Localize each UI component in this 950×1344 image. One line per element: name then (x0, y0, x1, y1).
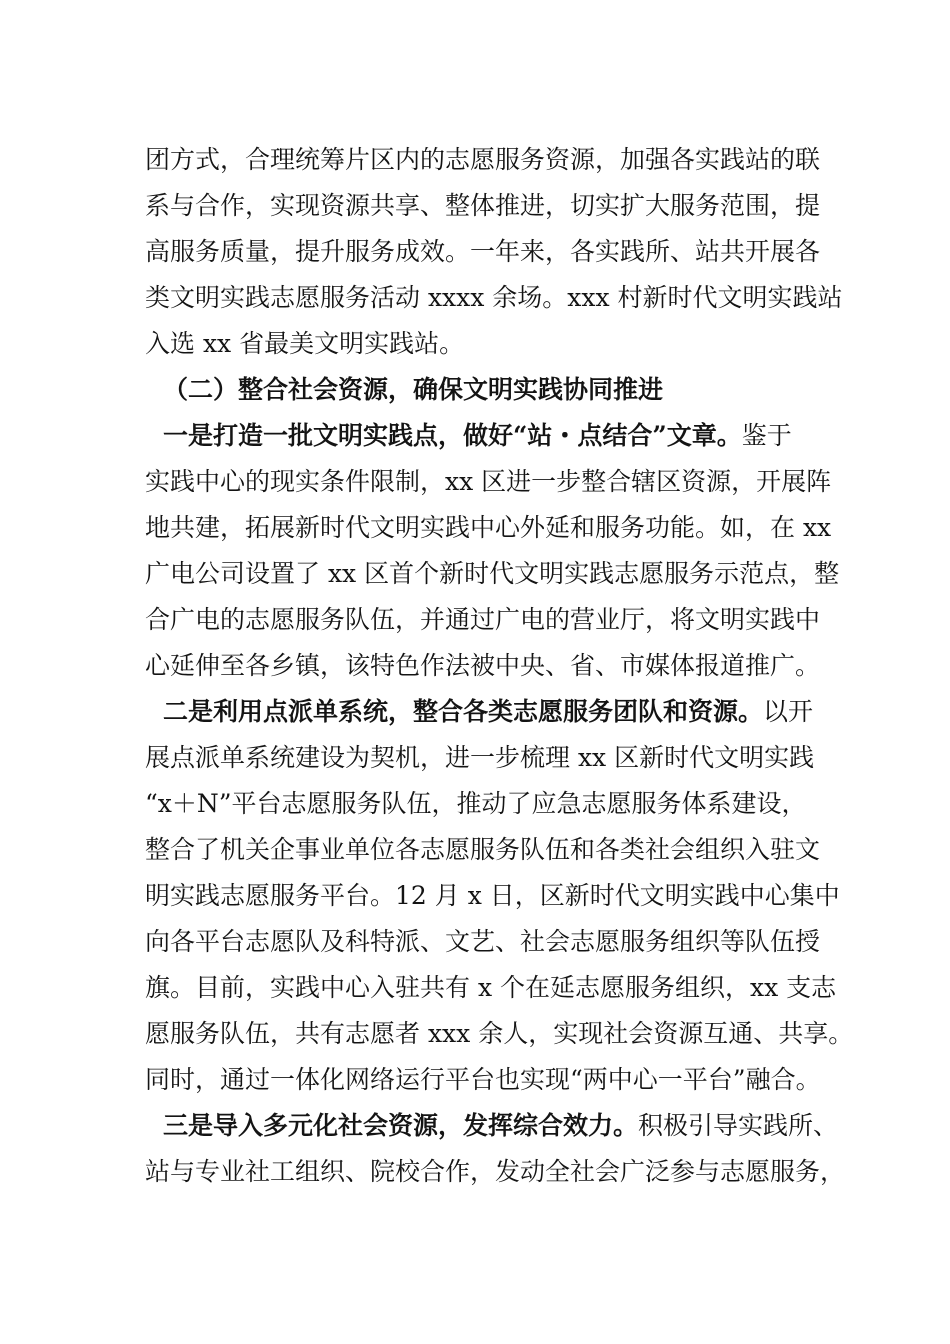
section-heading: （二）整合社会资源，确保文明实践协同推进 (163, 375, 664, 404)
paragraph-first-line-rest: 积极引导实践所、 (638, 1111, 839, 1140)
paragraph-line: 愿服务队伍，共有志愿者 xxx 余人，实现社会资源互通、共享。 (145, 1019, 854, 1048)
paragraph-line: 地共建，拓展新时代文明实践中心外延和服务功能。如，在 xx (145, 513, 832, 542)
paragraph-first-line-rest: 鉴于 (741, 421, 792, 450)
paragraph-lead: 三是导入多元化社会资源，发挥综合效力。 (163, 1111, 639, 1140)
paragraph-line: 旗。目前，实践中心入驻共有 x 个在延志愿服务组织，xx 支志 (145, 973, 837, 1002)
paragraph-first-line (145, 1103, 845, 1149)
paragraph-line: 系与合作，实现资源共享、整体推进，切实扩大服务范围，提 (145, 191, 821, 220)
paragraph-line: 向各平台志愿队及科特派、文艺、社会志愿服务组织等队伍授 (145, 927, 821, 956)
paragraph-line: “x＋N”平台志愿服务队伍，推动了应急志愿服务体系建设， (145, 789, 807, 818)
paragraph-lead: 一是打造一批文明实践点，做好“站・点结合”文章。 (163, 421, 742, 450)
paragraph-line: 合广电的志愿服务队伍，并通过广电的营业厅，将文明实践中 (145, 605, 821, 634)
paragraph-line: 展点派单系统建设为契机，进一步梳理 xx 区新时代文明实践 (145, 743, 815, 772)
paragraph-line: 站与专业社工组织、院校合作，发动全社会广泛参与志愿服务， (145, 1157, 846, 1186)
paragraph-line: 类文明实践志愿服务活动 xxxx 余场。xxx 村新时代文明实践站 (145, 283, 843, 312)
paragraph-line: 高服务质量，提升服务成效。一年来，各实践所、站共开展各 (145, 237, 821, 266)
paragraph-line: 广电公司设置了 xx 区首个新时代文明实践志愿服务示范点，整 (145, 559, 840, 588)
paragraph-line: 团方式，合理统筹片区内的志愿服务资源，加强各实践站的联 (145, 145, 821, 174)
paragraph-line: 同时，通过一体化网络运行平台也实现“两中心一平台”融合。 (145, 1065, 821, 1094)
paragraph-line: 实践中心的现实条件限制，xx 区进一步整合辖区资源，开展阵 (145, 467, 832, 496)
paragraph-line: 整合了机关企事业单位各志愿服务队伍和各类社会组织入驻文 (145, 835, 821, 864)
paragraph-first-line (145, 413, 845, 459)
paragraph-first-line-rest: 以开 (763, 697, 814, 726)
document-body (145, 137, 854, 1195)
paragraph-lead: 二是利用点派单系统，整合各类志愿服务团队和资源。 (163, 697, 764, 726)
paragraph-line: 入选 xx 省最美文明实践站。 (145, 329, 465, 358)
paragraph-first-line (145, 689, 845, 735)
paragraph-line: 明实践志愿服务平台。12 月 x 日，区新时代文明实践中心集中 (145, 881, 840, 910)
paragraph-line: 心延伸至各乡镇，该特色作法被中央、省、市媒体报道推广。 (145, 651, 821, 680)
